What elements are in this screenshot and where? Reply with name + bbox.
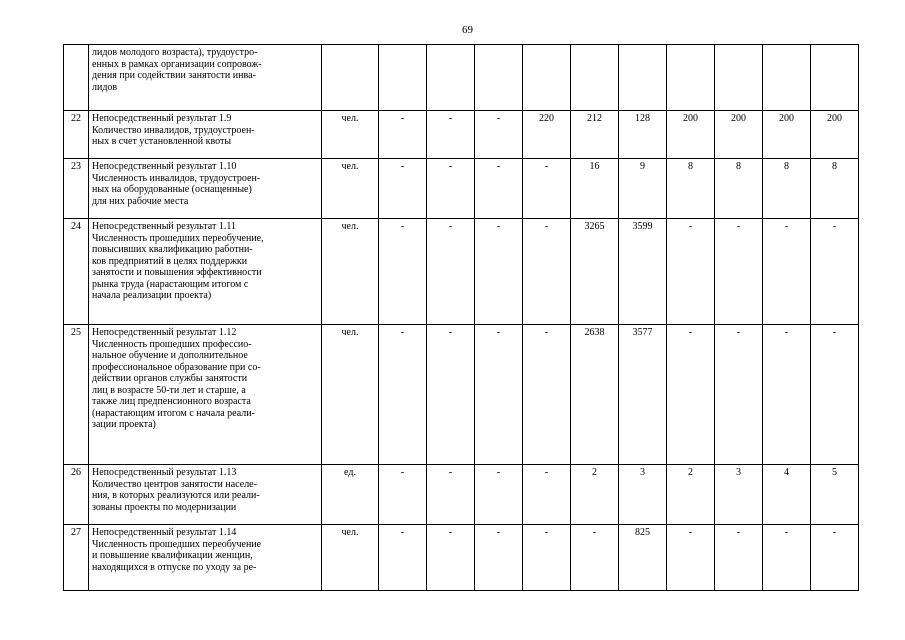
- value-cell: 212: [571, 111, 619, 159]
- row-description: Непосредственный результат 1.12 Численность прошедших профессио- нальное обучение и дополнительное профессиональное образование при со- действии органов службы занятости лиц в возрасте 50-ти лет и старше, а также лиц предпенсионного возраста (нарастающим итогом с начала реали- зации проекта): [89, 325, 322, 465]
- value-cell: -: [379, 325, 427, 465]
- value-cell: [427, 45, 475, 111]
- value-cell: -: [427, 111, 475, 159]
- row-unit: чел.: [322, 325, 379, 465]
- row-number: 23: [64, 159, 89, 219]
- value-cell: -: [763, 219, 811, 325]
- value-cell: -: [523, 525, 571, 591]
- value-cell: 8: [763, 159, 811, 219]
- row-unit: чел.: [322, 159, 379, 219]
- row-number: [64, 45, 89, 111]
- value-cell: 200: [715, 111, 763, 159]
- value-cell: -: [379, 525, 427, 591]
- value-cell: 9: [619, 159, 667, 219]
- row-description: Непосредственный результат 1.14 Численность прошедших переобучение и повышение квалификации женщин, находящихся в отпуске по уходу за ре-: [89, 525, 322, 591]
- value-cell: [763, 45, 811, 111]
- value-cell: -: [763, 525, 811, 591]
- value-cell: 200: [811, 111, 859, 159]
- value-cell: -: [667, 325, 715, 465]
- row-description: Непосредственный результат 1.11 Численность прошедших переобучение, повысивших квалификацию работни- ков предприятий в целях поддержки занятости и повышения эффективности рынка труда (нарастающим итогом с начала реализации проекта): [89, 219, 322, 325]
- row-unit: ед.: [322, 465, 379, 525]
- value-cell: -: [379, 219, 427, 325]
- value-cell: 200: [667, 111, 715, 159]
- table-row: [64, 325, 859, 465]
- row-unit: [322, 45, 379, 111]
- value-cell: -: [379, 111, 427, 159]
- row-description: Непосредственный результат 1.10 Численность инвалидов, трудоустроен- ных на оборудованные (оснащенные) для них рабочие места: [89, 159, 322, 219]
- value-cell: -: [715, 325, 763, 465]
- value-cell: 220: [523, 111, 571, 159]
- row-number: 27: [64, 525, 89, 591]
- value-cell: -: [427, 159, 475, 219]
- value-cell: -: [667, 219, 715, 325]
- value-cell: [523, 45, 571, 111]
- value-cell: [571, 45, 619, 111]
- table-row: [64, 159, 859, 219]
- value-cell: -: [523, 325, 571, 465]
- value-cell: -: [475, 325, 523, 465]
- value-cell: [715, 45, 763, 111]
- page-number: 69: [462, 24, 473, 36]
- row-number: 26: [64, 465, 89, 525]
- value-cell: 2: [667, 465, 715, 525]
- value-cell: -: [475, 111, 523, 159]
- table-row: [64, 465, 859, 525]
- value-cell: 8: [811, 159, 859, 219]
- table-row: [64, 219, 859, 325]
- value-cell: -: [763, 325, 811, 465]
- value-cell: 3: [619, 465, 667, 525]
- value-cell: 5: [811, 465, 859, 525]
- value-cell: [379, 45, 427, 111]
- value-cell: -: [475, 219, 523, 325]
- value-cell: 8: [715, 159, 763, 219]
- value-cell: -: [715, 219, 763, 325]
- value-cell: -: [475, 465, 523, 525]
- row-number: 25: [64, 325, 89, 465]
- row-number: 22: [64, 111, 89, 159]
- value-cell: -: [523, 219, 571, 325]
- value-cell: -: [811, 219, 859, 325]
- row-number: 24: [64, 219, 89, 325]
- value-cell: 3265: [571, 219, 619, 325]
- value-cell: 2: [571, 465, 619, 525]
- value-cell: -: [571, 525, 619, 591]
- row-unit: чел.: [322, 525, 379, 591]
- value-cell: 200: [763, 111, 811, 159]
- value-cell: 8: [667, 159, 715, 219]
- value-cell: [619, 45, 667, 111]
- row-unit: чел.: [322, 219, 379, 325]
- value-cell: -: [475, 525, 523, 591]
- value-cell: -: [427, 525, 475, 591]
- table-row: [64, 45, 859, 111]
- value-cell: [667, 45, 715, 111]
- value-cell: -: [715, 525, 763, 591]
- table-row: [64, 111, 859, 159]
- indicators-table: [63, 44, 859, 591]
- value-cell: 3577: [619, 325, 667, 465]
- value-cell: -: [475, 159, 523, 219]
- value-cell: 16: [571, 159, 619, 219]
- row-description: лидов молодого возраста), трудоустро- енных в рамках организации сопровож- дения при содействии занятости инва- лидов: [89, 45, 322, 111]
- row-description: Непосредственный результат 1.9 Количество инвалидов, трудоустроен- ных в счет установленной квоты: [89, 111, 322, 159]
- value-cell: -: [811, 325, 859, 465]
- value-cell: [811, 45, 859, 111]
- value-cell: 128: [619, 111, 667, 159]
- value-cell: [475, 45, 523, 111]
- value-cell: -: [427, 325, 475, 465]
- row-unit: чел.: [322, 111, 379, 159]
- value-cell: 3599: [619, 219, 667, 325]
- value-cell: -: [667, 525, 715, 591]
- value-cell: -: [523, 159, 571, 219]
- value-cell: 2638: [571, 325, 619, 465]
- value-cell: 3: [715, 465, 763, 525]
- value-cell: -: [379, 159, 427, 219]
- table-row: [64, 525, 859, 591]
- value-cell: -: [427, 219, 475, 325]
- table-body: [64, 45, 859, 591]
- value-cell: -: [427, 465, 475, 525]
- value-cell: 4: [763, 465, 811, 525]
- value-cell: -: [523, 465, 571, 525]
- value-cell: -: [811, 525, 859, 591]
- value-cell: -: [379, 465, 427, 525]
- value-cell: 825: [619, 525, 667, 591]
- row-description: Непосредственный результат 1.13 Количество центров занятости населе- ния, в которых реализуются или реали- зованы проекты по модернизации: [89, 465, 322, 525]
